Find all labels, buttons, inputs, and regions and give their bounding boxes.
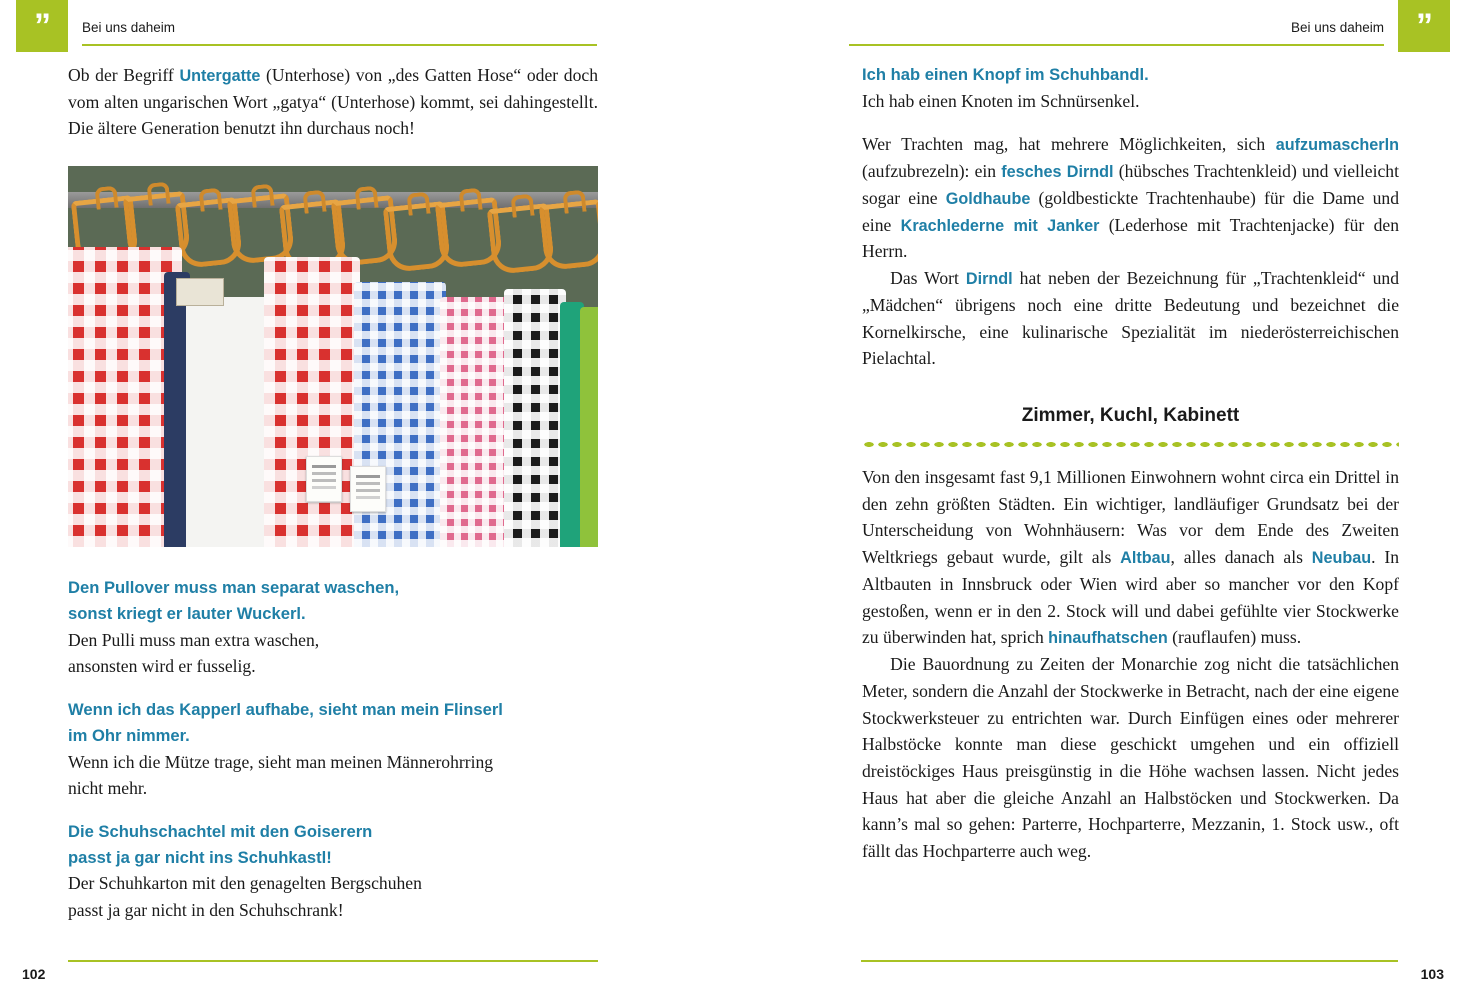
para-text-b: (Unterhose) von „des Gatten Hose“ oder doch vom alten ungarischen Wort „gatya“ (Unterhose) kommt, sei dahingestellt. Die ältere Generation benutzt ihn durchaus noch! (68, 65, 598, 139)
highlight-neubau: Neubau (1311, 549, 1372, 568)
para-text-c: (hübsches Trachtenkleid) und vielleicht sogar eine (862, 161, 1399, 208)
garment-blouse-white (186, 297, 272, 547)
garment-dirndl-pink (440, 297, 510, 547)
para-text-b: hat neben der Bezeichnung für „Trachtenkleid“ und „Mädchen“ übrigens noch eine dritte Bedeutung und bezeichnet die Kornelkirsche, eine kulinarische Spezialität im niederösterreichischen Pielachtal. (862, 268, 1399, 369)
quote-mark-icon: ” (16, 0, 68, 52)
highlight-krachlederne: Krachlederne mit Janker (900, 216, 1100, 235)
highlight-aufzumascherln: aufzumascherln (1275, 136, 1399, 155)
header-rule-left (82, 44, 597, 46)
spacer (68, 802, 598, 819)
highlight-untergatte: Untergatte (179, 67, 261, 85)
saying-2-dialect-line1: Wenn ich das Kapperl aufhabe, sieht man mein Flinserl (68, 700, 503, 720)
para-text-a: Wer Trachten mag, hat mehrere Möglichkeiten, sich (862, 134, 1276, 155)
paragraph-trachten (862, 131, 1399, 265)
section-heading: Zimmer, Kuchl, Kabinett (1021, 405, 1240, 427)
price-tag (306, 456, 342, 502)
photo-dirndl-rack (68, 166, 598, 547)
saying-2-standard-line1: Wenn ich die Mütze trage, sieht man meinen Männerohrring (68, 751, 494, 772)
garment-lime (580, 307, 598, 547)
page-right (733, 0, 1466, 1000)
para-text-d: (rauflaufen) muss. (1167, 627, 1302, 648)
para-text-a: Von den insgesamt fast 9,1 Millionen Einwohnern wohnt circa ein Drittel in den zehn größten Städten. Ein wichtiger, landläufiger Grundsatz bei der Unterscheidung von Wohnhäusern: Was vor dem Ende des Zweiten Weltkriegs gebaut wurde, gilt als (862, 466, 1399, 568)
paragraph-dirndl (862, 265, 1399, 372)
price-tag (350, 466, 386, 512)
saying-1-standard-line1: Den Pulli muss man extra waschen, (68, 629, 320, 650)
saying-3-standard-line1: Der Schuhkarton mit den genagelten Bergschuhen (68, 873, 422, 894)
text-column-right (862, 62, 1399, 865)
page-number-left: 102 (22, 966, 46, 982)
running-head-right: Bei uns daheim (1290, 20, 1384, 35)
hanger-icon (539, 199, 598, 271)
spacer (862, 114, 1399, 131)
header-rule-right (849, 44, 1384, 46)
saying-2-dialect-line2: im Ohr nimmer. (68, 725, 190, 745)
highlight-hinaufhatschen: hinaufhatschen (1048, 629, 1168, 648)
garment-shirt-bw-check (504, 289, 566, 547)
running-head-left: Bei uns daheim (82, 20, 176, 35)
paragraph-wohnen (862, 464, 1399, 651)
saying-standard-knoten: Ich hab einen Knoten im Schnürsenkel. (862, 90, 1140, 111)
para-text-b: , alles danach als (1170, 547, 1312, 568)
saying-3-dialect-line2: passt ja gar nicht ins Schuhkastl! (68, 847, 332, 867)
saying-3-dialect-line1: Die Schuhschachtel mit den Goiserern (68, 822, 373, 842)
highlight-altbau: Altbau (1120, 549, 1171, 568)
saying-1-dialect-line1: Den Pullover muss man separat waschen, (68, 578, 400, 598)
paragraph-untergatte (68, 62, 598, 142)
saying-1-standard-line2: ansonsten wird er fusselig. (68, 656, 256, 677)
garment-dirndl-red-2 (264, 257, 360, 547)
saying-2-standard-line2: nicht mehr. (68, 778, 148, 799)
para-text-b: (aufzubrezeln): ein (862, 161, 1002, 182)
para-text-d: (goldbestickte Trachtenhaube) für die Dame und eine (862, 187, 1399, 235)
para-text-a: Das Wort (890, 268, 966, 289)
highlight-dirndl: Dirndl (965, 270, 1013, 289)
garment-label-plate (176, 278, 224, 306)
saying-3-standard-line2: passt ja gar nicht in den Schuhschrank! (68, 900, 344, 921)
para-text-a: Ob der Begriff (68, 65, 180, 85)
highlight-goldhaube: Goldhaube (945, 189, 1031, 208)
footer-rule-right (861, 960, 1398, 962)
highlight-fesches-dirndl: fesches Dirndl (1001, 163, 1114, 182)
para-text-c: . In Altbauten in Innsbruck oder Wien wird aber so mancher vor den Kopf gestoßen, wenn er in den 2. Stock will und dabei gefühlte vier Stockwerke zu überwinden hat, sprich (862, 547, 1399, 648)
page-number-right: 103 (1420, 966, 1444, 982)
saying-dialect-knopf: Ich hab einen Knopf im Schuhbandl. (862, 65, 1149, 84)
saying-1-dialect-line2: sonst kriegt er lauter Wuckerl. (68, 603, 306, 623)
text-column-left (68, 62, 598, 924)
section-divider (862, 441, 1399, 448)
quote-mark-icon: ” (1398, 0, 1450, 52)
para-text-e: (Lederhose mit Trachtenjacke) für den Herrn. (862, 214, 1399, 262)
paragraph-bauordnung: Die Bauordnung zu Zeiten der Monarchie zog nicht die tatsächlichen Meter, sondern die Anzahl der Stockwerke in Betracht, nach der eine eigene Stockwerksteuer zu entrichten war. Durch Einfügen eines oder mehrerer Halbstöcke konnte man diese geschickt umgehen und ein offiziell dreistöckiges Haus preisgünstig in die Höhe wachsen lassen. Nicht jedes Haus hat aber die gleiche Anzahl an Halbstöcken und Stockwerken. Da kann’s mal so gehen: Parterre, Hochparterre, Mezzanin, 1. Stock usw., oft fällt das Hochparterre auch weg. (862, 654, 1399, 862)
spacer (68, 680, 598, 697)
footer-rule-left (68, 960, 598, 962)
